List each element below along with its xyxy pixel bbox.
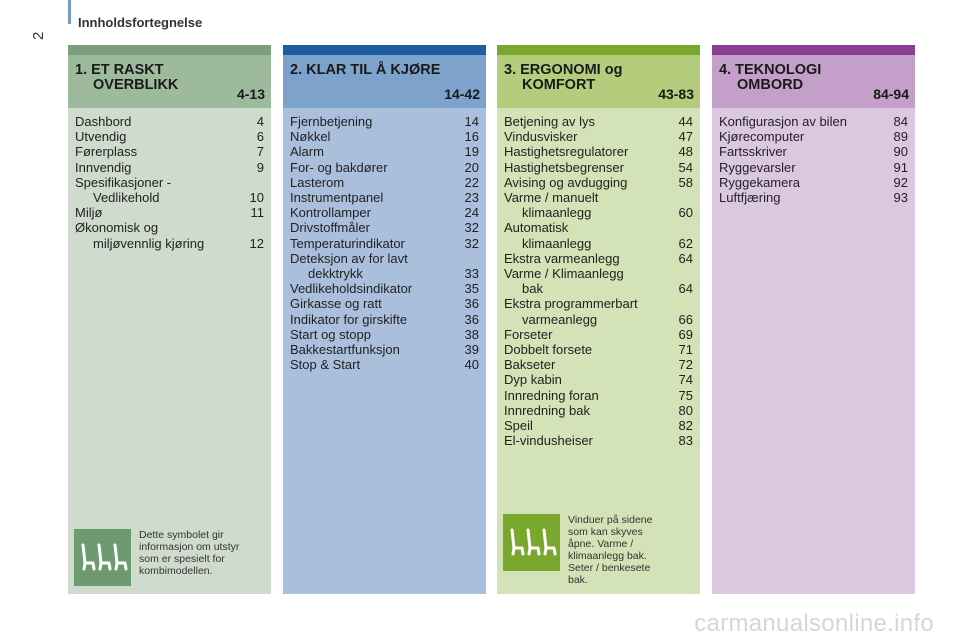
toc-entry-page: 40 (464, 357, 479, 373)
page-number: 2 (30, 31, 47, 40)
toc-entry[interactable] (75, 144, 264, 159)
symbol-note-text: Vinduer på sidene som kan skyves åpne. Varme / klimaanlegg bak. Seter / benkesete bak. (568, 514, 653, 586)
section-page-range: 4-13 (236, 86, 265, 102)
toc-entry-page: 7 (256, 144, 264, 160)
toc-entry-label-cont: varmeanlegg (522, 311, 598, 327)
section-title-line1: 4. TEKNOLOGI (719, 62, 822, 78)
toc-entry[interactable] (290, 312, 479, 327)
toc-entry[interactable] (504, 418, 693, 433)
toc-entry-label: Girkasse og ratt (290, 296, 382, 312)
toc-entry[interactable] (75, 175, 264, 205)
toc-entry[interactable] (290, 190, 479, 205)
toc-entry[interactable] (504, 296, 693, 326)
seats-icon (503, 514, 560, 571)
toc-entry-label: Luftfjæring (719, 190, 781, 206)
toc-entry-label: Dobbelt forsete (504, 342, 593, 358)
toc-entry-page: 62 (678, 235, 693, 251)
toc-entry[interactable] (290, 236, 479, 251)
toc-entry-page: 36 (464, 311, 479, 327)
toc-entry[interactable] (719, 160, 908, 175)
toc-column-2 (283, 45, 486, 594)
toc-entry-label: Alarm (290, 144, 324, 160)
toc-entry-page: 12 (249, 235, 264, 251)
toc-entry-page: 91 (893, 159, 908, 175)
toc-entry-label: Forseter (504, 326, 553, 342)
toc-entry-label: Drivstoffmåler (290, 220, 370, 236)
toc-entry[interactable] (504, 327, 693, 342)
toc-entry-label: Nøkkel (290, 129, 331, 145)
toc-entry[interactable] (504, 372, 693, 387)
toc-entry[interactable] (504, 433, 693, 448)
toc-entry-label: Varme / Klimaanlegg (504, 266, 624, 282)
toc-entry-label: Innvendig (75, 159, 132, 175)
section-heading[interactable] (712, 55, 915, 108)
toc-entry-page: 20 (464, 159, 479, 175)
toc-entry[interactable] (504, 114, 693, 129)
toc-entry-label: Ryggevarsler (719, 159, 796, 175)
toc-entry-label: Vindusvisker (504, 129, 578, 145)
toc-entry-page: 75 (678, 387, 693, 403)
toc-entry-label: Dashbord (75, 114, 132, 129)
toc-entry-label: Instrumentpanel (290, 190, 384, 206)
toc-entry-page: 32 (464, 220, 479, 236)
symbol-note-text: Dette symbolet gir informasjon om utstyr som er spesielt for kombimodellen. (139, 529, 240, 577)
section-title-line1: 3. ERGONOMI og (504, 62, 623, 78)
toc-entry-label-cont: dekktrykk (308, 266, 363, 282)
toc-entry-page: 22 (464, 174, 479, 190)
toc-entry[interactable] (75, 220, 264, 250)
toc-column-3 (497, 45, 700, 594)
toc-entry[interactable] (504, 129, 693, 144)
toc-entry[interactable] (504, 220, 693, 250)
toc-entry[interactable] (719, 175, 908, 190)
toc-entry[interactable] (290, 342, 479, 357)
section-page-range: 14-42 (444, 86, 480, 102)
toc-entry-page: 69 (678, 326, 693, 342)
toc-entry-label: Økonomisk og (75, 220, 159, 236)
toc-entry-page: 84 (893, 114, 908, 129)
toc-entry-page: 93 (893, 190, 908, 206)
toc-entry-label: Ekstra programmerbart (504, 296, 638, 312)
toc-column-1 (68, 45, 271, 594)
toc-entry[interactable] (75, 129, 264, 144)
toc-entry-page: 9 (256, 159, 264, 175)
toc-list (497, 108, 700, 448)
toc-entry-page: 66 (678, 311, 693, 327)
toc-entry[interactable] (290, 296, 479, 311)
section-title-line1: 2. KLAR TIL Å KJØRE (290, 62, 441, 78)
toc-entry-label: Kjørecomputer (719, 129, 805, 145)
toc-entry-label: Kontrollamper (290, 205, 371, 221)
toc-entry-label: Avising og avdugging (504, 174, 628, 190)
toc-entry-label: Temperaturindikator (290, 235, 405, 251)
toc-entry[interactable] (290, 327, 479, 342)
toc-entry-page: 4 (256, 114, 264, 129)
toc-entry-page: 23 (464, 190, 479, 206)
section-heading[interactable] (68, 55, 271, 108)
toc-entry-page: 10 (249, 190, 264, 206)
toc-entry-label-cont: klimaanlegg (522, 205, 592, 221)
toc-entry-page: 60 (678, 205, 693, 221)
toc-entry-label: Innredning bak (504, 402, 591, 418)
toc-entry-page: 35 (464, 281, 479, 297)
toc-entry[interactable] (719, 144, 908, 159)
toc-entry-page: 19 (464, 144, 479, 160)
toc-list (712, 108, 915, 205)
toc-entry-page: 58 (678, 174, 693, 190)
toc-entry[interactable] (290, 175, 479, 190)
toc-entry-label: Utvendig (75, 129, 127, 145)
toc-entry-page: 6 (256, 129, 264, 145)
toc-entry[interactable] (290, 281, 479, 296)
toc-entry[interactable] (290, 220, 479, 235)
section-stripe (283, 45, 486, 55)
toc-entry[interactable] (504, 403, 693, 418)
toc-entry[interactable] (719, 129, 908, 144)
toc-entry-label: Dyp kabin (504, 372, 562, 388)
watermark: carmanualsonline.info (694, 610, 934, 637)
toc-entry-label: Varme / manuelt (504, 190, 599, 206)
toc-entry[interactable] (504, 160, 693, 175)
section-stripe (497, 45, 700, 55)
toc-entry-label: Speil (504, 418, 533, 434)
toc-entry-label-cont: bak (522, 281, 543, 297)
toc-entry-page: 72 (678, 357, 693, 373)
toc-entry-page: 82 (678, 418, 693, 434)
toc-entry[interactable] (504, 190, 693, 220)
section-title-line1: 1. ET RASKT (75, 62, 164, 78)
toc-entry[interactable] (719, 114, 908, 129)
section-title-line2: OMBORD (737, 77, 804, 93)
section-heading[interactable] (497, 55, 700, 108)
toc-entry-page: 16 (464, 129, 479, 145)
toc-entry-label: Deteksjon av for lavt (290, 250, 408, 266)
toc-entry[interactable] (290, 144, 479, 159)
toc-entry-label: Betjening av lys (504, 114, 596, 129)
toc-entry-page: 32 (464, 235, 479, 251)
toc-entry-page: 80 (678, 402, 693, 418)
toc-entry[interactable] (504, 357, 693, 372)
toc-entry[interactable] (504, 266, 693, 296)
toc-entry-label: Bakseter (504, 357, 556, 373)
toc-entry-label: Miljø (75, 205, 103, 221)
section-title-line2: OVERBLIKK (93, 77, 179, 93)
toc-entry-label: For- og bakdører (290, 159, 388, 175)
toc-list (68, 108, 271, 251)
toc-entry-label: Ekstra varmeanlegg (504, 250, 620, 266)
toc-entry-page: 90 (893, 144, 908, 160)
toc-entry-label: Fjernbetjening (290, 114, 373, 129)
toc-entry[interactable] (290, 357, 479, 372)
toc-entry-label: Bakkestartfunksjon (290, 342, 400, 358)
toc-entry-label: Vedlikeholdsindikator (290, 281, 413, 297)
toc-entry-page: 89 (893, 129, 908, 145)
toc-entry-label: Førerplass (75, 144, 138, 160)
toc-entry-label: Lasterom (290, 174, 345, 190)
toc-entry-label: Hastighetsregulatorer (504, 144, 629, 160)
symbol-note (74, 529, 259, 586)
toc-entry-page: 39 (464, 342, 479, 358)
section-stripe (68, 45, 271, 55)
section-page-range: 84-94 (873, 86, 909, 102)
toc-entry-page: 38 (464, 326, 479, 342)
toc-entry-page: 36 (464, 296, 479, 312)
toc-entry-label-cont: klimaanlegg (522, 235, 592, 251)
toc-entry[interactable] (290, 205, 479, 220)
toc-entry-label: Konfigurasjon av bilen (719, 114, 847, 129)
toc-entry-page: 14 (464, 114, 479, 129)
toc-entry[interactable] (75, 114, 264, 129)
section-title-line2: KOMFORT (522, 77, 596, 93)
toc-entry-label: Automatisk (504, 220, 569, 236)
toc-entry-page: 11 (250, 205, 264, 221)
toc-entry[interactable] (75, 160, 264, 175)
symbol-note (503, 514, 663, 586)
toc-entry-label: Hastighetsbegrenser (504, 159, 624, 175)
toc-entry[interactable] (504, 251, 693, 266)
toc-entry-label-cont: miljøvennlig kjøring (93, 235, 205, 251)
toc-entry[interactable] (75, 205, 264, 220)
toc-entry[interactable] (290, 114, 479, 129)
page-title: Innholdsfortegnelse (78, 15, 203, 30)
seats-icon (74, 529, 131, 586)
toc-entry[interactable] (719, 190, 908, 205)
toc-entry-page: 92 (893, 174, 908, 190)
toc-entry-label: Stop & Start (290, 357, 361, 373)
toc-entry-page: 83 (678, 433, 693, 449)
toc-entry-page: 24 (464, 205, 479, 221)
toc-entry-label: Start og stopp (290, 326, 371, 342)
toc-entry-label: Fartsskriver (719, 144, 787, 160)
toc-entry[interactable] (504, 144, 693, 159)
toc-entry-page: 48 (678, 144, 693, 160)
toc-entry[interactable] (504, 175, 693, 190)
toc-entry-page: 33 (464, 266, 479, 282)
toc-entry-label: Ryggekamera (719, 174, 800, 190)
toc-entry-page: 74 (678, 372, 693, 388)
toc-entry-page: 64 (678, 281, 693, 297)
toc-entry-page: 44 (678, 114, 693, 129)
toc-entry-page: 71 (678, 342, 693, 358)
toc-entry-label: El-vindusheiser (504, 433, 593, 449)
toc-entry[interactable] (504, 388, 693, 403)
section-page-range: 43-83 (658, 86, 694, 102)
toc-entry-label: Spesifikasjoner - (75, 174, 172, 190)
section-stripe (712, 45, 915, 55)
toc-entry[interactable] (290, 160, 479, 175)
toc-entry-page: 64 (678, 250, 693, 266)
toc-list (283, 108, 486, 372)
toc-entry-page: 47 (678, 129, 693, 145)
toc-entry[interactable] (504, 342, 693, 357)
toc-entry[interactable] (290, 129, 479, 144)
toc-entry-label-cont: Vedlikehold (93, 190, 160, 206)
header-accent-bar (68, 0, 71, 24)
toc-entry-label: Innredning foran (504, 387, 599, 403)
section-heading[interactable] (283, 55, 486, 108)
toc-column-4 (712, 45, 915, 594)
toc-entry-page: 54 (678, 159, 693, 175)
toc-entry-label: Indikator for girskifte (290, 311, 408, 327)
toc-entry[interactable] (290, 251, 479, 281)
